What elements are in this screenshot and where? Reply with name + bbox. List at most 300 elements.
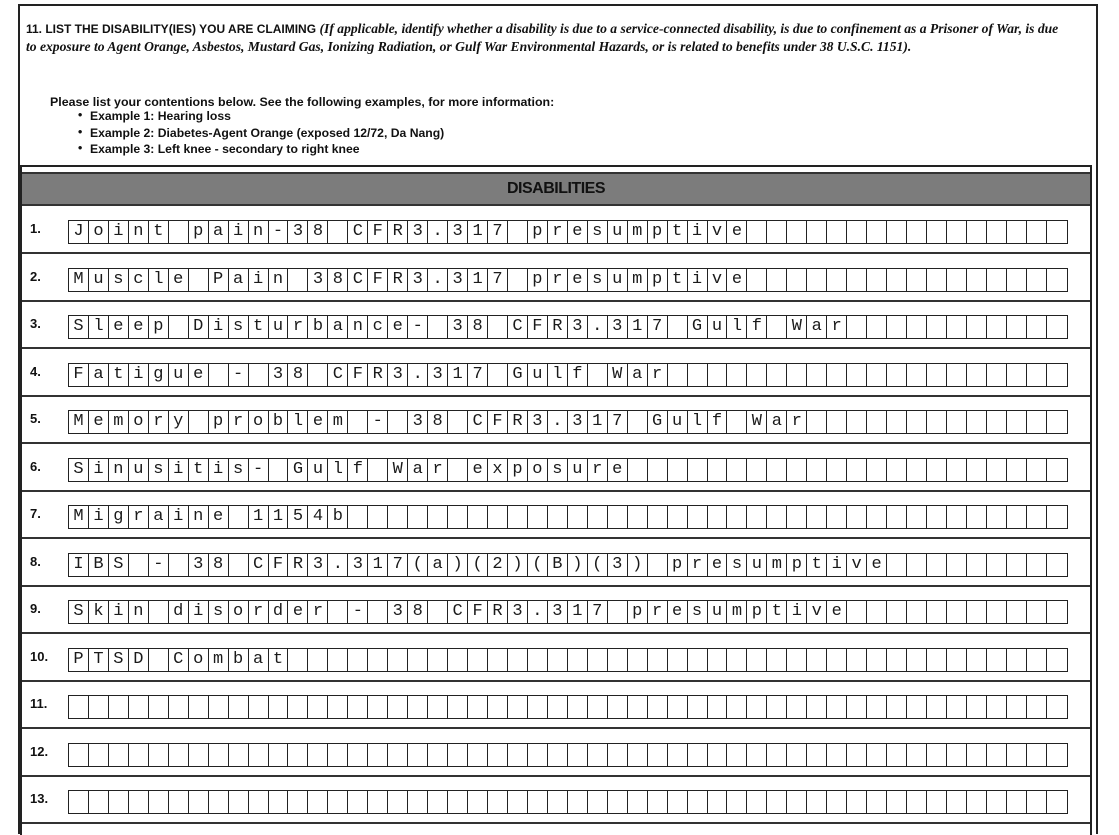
char-box[interactable] bbox=[448, 506, 468, 528]
disability-entry-field[interactable] bbox=[68, 315, 1068, 339]
char-box[interactable]: . bbox=[328, 554, 348, 576]
char-box[interactable]: F bbox=[488, 411, 508, 433]
char-box[interactable]: p bbox=[528, 221, 548, 243]
char-box[interactable] bbox=[229, 791, 249, 813]
char-box[interactable] bbox=[408, 649, 428, 671]
char-box[interactable] bbox=[907, 221, 927, 243]
char-box[interactable]: e bbox=[129, 316, 149, 338]
char-box[interactable] bbox=[847, 791, 867, 813]
char-box[interactable] bbox=[668, 506, 688, 528]
char-box[interactable] bbox=[109, 791, 129, 813]
char-box[interactable] bbox=[348, 506, 368, 528]
char-box[interactable] bbox=[488, 696, 508, 718]
char-box[interactable]: F bbox=[69, 364, 89, 386]
char-box[interactable]: P bbox=[209, 269, 229, 291]
char-box[interactable] bbox=[987, 221, 1007, 243]
char-box[interactable]: 1 bbox=[368, 554, 388, 576]
char-box[interactable] bbox=[388, 744, 408, 766]
char-box[interactable] bbox=[1047, 506, 1067, 528]
char-box[interactable] bbox=[528, 744, 548, 766]
char-box[interactable]: i bbox=[827, 554, 847, 576]
char-box[interactable] bbox=[568, 791, 588, 813]
disability-entry-field[interactable] bbox=[68, 363, 1068, 387]
char-box[interactable]: a bbox=[149, 506, 169, 528]
char-box[interactable] bbox=[408, 791, 428, 813]
char-box[interactable]: W bbox=[388, 459, 408, 481]
char-box[interactable]: 7 bbox=[468, 364, 488, 386]
char-box[interactable] bbox=[747, 269, 767, 291]
char-box[interactable]: t bbox=[149, 221, 169, 243]
char-box[interactable] bbox=[468, 649, 488, 671]
char-box[interactable] bbox=[967, 506, 987, 528]
char-box[interactable] bbox=[448, 791, 468, 813]
char-box[interactable] bbox=[608, 601, 628, 623]
char-box[interactable]: W bbox=[747, 411, 767, 433]
char-box[interactable] bbox=[169, 221, 189, 243]
char-box[interactable]: F bbox=[528, 316, 548, 338]
char-box[interactable] bbox=[1047, 364, 1067, 386]
char-box[interactable]: r bbox=[548, 221, 568, 243]
char-box[interactable] bbox=[1007, 411, 1027, 433]
char-box[interactable] bbox=[169, 696, 189, 718]
char-box[interactable]: i bbox=[129, 364, 149, 386]
char-box[interactable]: 3 bbox=[189, 554, 209, 576]
char-box[interactable] bbox=[887, 649, 907, 671]
char-box[interactable]: l bbox=[288, 411, 308, 433]
char-box[interactable] bbox=[987, 316, 1007, 338]
char-box[interactable]: W bbox=[787, 316, 807, 338]
char-box[interactable]: e bbox=[109, 316, 129, 338]
char-box[interactable] bbox=[907, 506, 927, 528]
char-box[interactable]: C bbox=[448, 601, 468, 623]
char-box[interactable] bbox=[109, 744, 129, 766]
char-box[interactable]: - bbox=[368, 411, 388, 433]
char-box[interactable]: F bbox=[348, 364, 368, 386]
char-box[interactable] bbox=[608, 649, 628, 671]
char-box[interactable] bbox=[428, 506, 448, 528]
char-box[interactable] bbox=[927, 506, 947, 528]
char-box[interactable] bbox=[887, 459, 907, 481]
char-box[interactable] bbox=[927, 696, 947, 718]
char-box[interactable]: i bbox=[229, 221, 249, 243]
char-box[interactable]: R bbox=[548, 316, 568, 338]
char-box[interactable]: f bbox=[568, 364, 588, 386]
char-box[interactable] bbox=[767, 316, 787, 338]
char-box[interactable]: 7 bbox=[648, 316, 668, 338]
char-box[interactable] bbox=[887, 696, 907, 718]
char-box[interactable] bbox=[169, 744, 189, 766]
char-box[interactable]: v bbox=[708, 221, 728, 243]
char-box[interactable] bbox=[907, 791, 927, 813]
char-box[interactable]: u bbox=[747, 554, 767, 576]
char-box[interactable]: e bbox=[308, 411, 328, 433]
char-box[interactable] bbox=[528, 506, 548, 528]
char-box[interactable] bbox=[648, 791, 668, 813]
char-box[interactable] bbox=[468, 744, 488, 766]
char-box[interactable]: t bbox=[668, 269, 688, 291]
char-box[interactable] bbox=[448, 411, 468, 433]
char-box[interactable]: i bbox=[209, 316, 229, 338]
char-box[interactable] bbox=[189, 791, 209, 813]
char-box[interactable]: u bbox=[308, 459, 328, 481]
char-box[interactable]: r bbox=[648, 364, 668, 386]
char-box[interactable] bbox=[867, 506, 887, 528]
char-box[interactable] bbox=[747, 649, 767, 671]
char-box[interactable] bbox=[927, 554, 947, 576]
char-box[interactable] bbox=[1027, 649, 1047, 671]
char-box[interactable]: s bbox=[548, 459, 568, 481]
char-box[interactable] bbox=[927, 791, 947, 813]
char-box[interactable]: m bbox=[109, 411, 129, 433]
char-box[interactable]: p bbox=[648, 269, 668, 291]
char-box[interactable]: 8 bbox=[428, 411, 448, 433]
char-box[interactable]: m bbox=[628, 269, 648, 291]
char-box[interactable] bbox=[787, 649, 807, 671]
char-box[interactable] bbox=[967, 411, 987, 433]
char-box[interactable]: r bbox=[249, 601, 269, 623]
char-box[interactable] bbox=[867, 364, 887, 386]
char-box[interactable] bbox=[328, 744, 348, 766]
char-box[interactable] bbox=[847, 316, 867, 338]
char-box[interactable]: d bbox=[269, 601, 289, 623]
char-box[interactable]: 8 bbox=[288, 364, 308, 386]
char-box[interactable] bbox=[388, 506, 408, 528]
char-box[interactable] bbox=[987, 411, 1007, 433]
char-box[interactable]: 3 bbox=[548, 601, 568, 623]
char-box[interactable]: 3 bbox=[348, 554, 368, 576]
char-box[interactable] bbox=[1047, 221, 1067, 243]
char-box[interactable] bbox=[428, 316, 448, 338]
char-box[interactable] bbox=[169, 554, 189, 576]
char-box[interactable]: C bbox=[468, 411, 488, 433]
char-box[interactable] bbox=[867, 744, 887, 766]
char-box[interactable] bbox=[967, 791, 987, 813]
char-box[interactable]: s bbox=[727, 554, 747, 576]
char-box[interactable] bbox=[508, 506, 528, 528]
char-box[interactable] bbox=[448, 459, 468, 481]
char-box[interactable]: o bbox=[528, 459, 548, 481]
char-box[interactable] bbox=[967, 269, 987, 291]
char-box[interactable] bbox=[807, 791, 827, 813]
char-box[interactable] bbox=[747, 221, 767, 243]
char-box[interactable]: b bbox=[269, 411, 289, 433]
char-box[interactable]: u bbox=[708, 316, 728, 338]
char-box[interactable] bbox=[668, 649, 688, 671]
char-box[interactable] bbox=[1007, 696, 1027, 718]
disability-entry-field[interactable] bbox=[68, 695, 1068, 719]
char-box[interactable] bbox=[608, 791, 628, 813]
char-box[interactable] bbox=[648, 696, 668, 718]
char-box[interactable]: b bbox=[308, 316, 328, 338]
char-box[interactable]: s bbox=[588, 269, 608, 291]
char-box[interactable]: S bbox=[109, 649, 129, 671]
char-box[interactable] bbox=[588, 364, 608, 386]
char-box[interactable] bbox=[747, 744, 767, 766]
char-box[interactable] bbox=[947, 269, 967, 291]
char-box[interactable]: i bbox=[109, 221, 129, 243]
char-box[interactable] bbox=[947, 649, 967, 671]
char-box[interactable]: n bbox=[269, 269, 289, 291]
char-box[interactable]: i bbox=[688, 269, 708, 291]
char-box[interactable] bbox=[328, 221, 348, 243]
char-box[interactable] bbox=[308, 696, 328, 718]
char-box[interactable] bbox=[787, 459, 807, 481]
char-box[interactable] bbox=[827, 506, 847, 528]
char-box[interactable]: u bbox=[169, 364, 189, 386]
disability-entry-field[interactable] bbox=[68, 648, 1068, 672]
char-box[interactable]: l bbox=[688, 411, 708, 433]
char-box[interactable]: R bbox=[508, 411, 528, 433]
char-box[interactable] bbox=[608, 696, 628, 718]
char-box[interactable] bbox=[847, 269, 867, 291]
char-box[interactable]: a bbox=[249, 649, 269, 671]
char-box[interactable]: i bbox=[787, 601, 807, 623]
char-box[interactable] bbox=[887, 364, 907, 386]
char-box[interactable]: m bbox=[328, 411, 348, 433]
char-box[interactable] bbox=[668, 459, 688, 481]
char-box[interactable] bbox=[428, 696, 448, 718]
char-box[interactable] bbox=[807, 506, 827, 528]
char-box[interactable] bbox=[887, 411, 907, 433]
char-box[interactable]: e bbox=[827, 601, 847, 623]
char-box[interactable] bbox=[368, 696, 388, 718]
char-box[interactable] bbox=[1027, 269, 1047, 291]
char-box[interactable] bbox=[368, 601, 388, 623]
char-box[interactable] bbox=[727, 696, 747, 718]
char-box[interactable]: ( bbox=[468, 554, 488, 576]
char-box[interactable]: r bbox=[308, 601, 328, 623]
char-box[interactable] bbox=[947, 459, 967, 481]
char-box[interactable] bbox=[708, 459, 728, 481]
disability-entry-field[interactable] bbox=[68, 553, 1068, 577]
char-box[interactable] bbox=[428, 601, 448, 623]
char-box[interactable] bbox=[368, 744, 388, 766]
char-box[interactable]: F bbox=[269, 554, 289, 576]
char-box[interactable] bbox=[827, 744, 847, 766]
char-box[interactable]: e bbox=[727, 221, 747, 243]
char-box[interactable]: 3 bbox=[308, 269, 328, 291]
char-box[interactable]: W bbox=[608, 364, 628, 386]
char-box[interactable] bbox=[149, 696, 169, 718]
char-box[interactable]: x bbox=[488, 459, 508, 481]
char-box[interactable] bbox=[907, 364, 927, 386]
char-box[interactable] bbox=[807, 221, 827, 243]
char-box[interactable]: n bbox=[348, 316, 368, 338]
char-box[interactable] bbox=[767, 364, 787, 386]
char-box[interactable] bbox=[229, 744, 249, 766]
char-box[interactable] bbox=[648, 554, 668, 576]
char-box[interactable]: R bbox=[388, 269, 408, 291]
char-box[interactable]: 3 bbox=[528, 411, 548, 433]
char-box[interactable] bbox=[708, 649, 728, 671]
char-box[interactable] bbox=[628, 411, 648, 433]
char-box[interactable]: t bbox=[249, 316, 269, 338]
char-box[interactable] bbox=[927, 221, 947, 243]
char-box[interactable] bbox=[89, 696, 109, 718]
disability-entry-field[interactable] bbox=[68, 505, 1068, 529]
char-box[interactable] bbox=[508, 791, 528, 813]
char-box[interactable]: s bbox=[149, 459, 169, 481]
char-box[interactable]: e bbox=[468, 459, 488, 481]
char-box[interactable] bbox=[388, 411, 408, 433]
char-box[interactable]: r bbox=[787, 411, 807, 433]
char-box[interactable]: ( bbox=[408, 554, 428, 576]
char-box[interactable] bbox=[508, 744, 528, 766]
char-box[interactable]: 3 bbox=[408, 221, 428, 243]
char-box[interactable] bbox=[249, 791, 269, 813]
char-box[interactable] bbox=[69, 696, 89, 718]
char-box[interactable] bbox=[947, 221, 967, 243]
char-box[interactable]: v bbox=[847, 554, 867, 576]
char-box[interactable] bbox=[708, 791, 728, 813]
char-box[interactable]: r bbox=[129, 506, 149, 528]
char-box[interactable] bbox=[169, 316, 189, 338]
char-box[interactable]: 3 bbox=[388, 601, 408, 623]
char-box[interactable] bbox=[867, 411, 887, 433]
char-box[interactable]: r bbox=[229, 411, 249, 433]
char-box[interactable]: p bbox=[149, 316, 169, 338]
char-box[interactable] bbox=[987, 601, 1007, 623]
char-box[interactable]: e bbox=[867, 554, 887, 576]
char-box[interactable] bbox=[229, 506, 249, 528]
char-box[interactable]: 7 bbox=[588, 601, 608, 623]
char-box[interactable]: C bbox=[169, 649, 189, 671]
char-box[interactable] bbox=[488, 791, 508, 813]
char-box[interactable] bbox=[568, 744, 588, 766]
char-box[interactable]: 7 bbox=[608, 411, 628, 433]
char-box[interactable]: p bbox=[648, 221, 668, 243]
char-box[interactable] bbox=[867, 459, 887, 481]
char-box[interactable] bbox=[149, 601, 169, 623]
char-box[interactable]: u bbox=[608, 269, 628, 291]
char-box[interactable]: 8 bbox=[408, 601, 428, 623]
char-box[interactable] bbox=[847, 364, 867, 386]
char-box[interactable]: D bbox=[189, 316, 209, 338]
char-box[interactable]: t bbox=[807, 554, 827, 576]
char-box[interactable] bbox=[787, 221, 807, 243]
disability-entry-field[interactable] bbox=[68, 220, 1068, 244]
char-box[interactable] bbox=[628, 744, 648, 766]
char-box[interactable]: a bbox=[408, 459, 428, 481]
char-box[interactable] bbox=[787, 744, 807, 766]
char-box[interactable] bbox=[907, 411, 927, 433]
char-box[interactable] bbox=[368, 459, 388, 481]
char-box[interactable]: F bbox=[368, 269, 388, 291]
char-box[interactable] bbox=[727, 506, 747, 528]
char-box[interactable]: e bbox=[568, 269, 588, 291]
char-box[interactable] bbox=[388, 791, 408, 813]
char-box[interactable] bbox=[708, 744, 728, 766]
char-box[interactable] bbox=[428, 744, 448, 766]
char-box[interactable]: y bbox=[169, 411, 189, 433]
char-box[interactable] bbox=[807, 269, 827, 291]
char-box[interactable]: t bbox=[269, 649, 289, 671]
char-box[interactable] bbox=[907, 554, 927, 576]
char-box[interactable] bbox=[468, 506, 488, 528]
char-box[interactable]: t bbox=[189, 459, 209, 481]
char-box[interactable]: 3 bbox=[408, 269, 428, 291]
char-box[interactable] bbox=[648, 506, 668, 528]
char-box[interactable] bbox=[209, 791, 229, 813]
char-box[interactable]: m bbox=[628, 221, 648, 243]
char-box[interactable] bbox=[787, 791, 807, 813]
char-box[interactable] bbox=[867, 649, 887, 671]
char-box[interactable]: n bbox=[129, 221, 149, 243]
char-box[interactable] bbox=[588, 744, 608, 766]
char-box[interactable]: e bbox=[288, 601, 308, 623]
char-box[interactable]: e bbox=[189, 364, 209, 386]
char-box[interactable] bbox=[708, 696, 728, 718]
char-box[interactable] bbox=[727, 364, 747, 386]
char-box[interactable]: n bbox=[249, 221, 269, 243]
char-box[interactable] bbox=[1027, 459, 1047, 481]
char-box[interactable] bbox=[847, 744, 867, 766]
char-box[interactable] bbox=[688, 506, 708, 528]
char-box[interactable] bbox=[688, 791, 708, 813]
char-box[interactable] bbox=[548, 506, 568, 528]
char-box[interactable] bbox=[747, 791, 767, 813]
char-box[interactable] bbox=[1007, 364, 1027, 386]
char-box[interactable] bbox=[1007, 601, 1027, 623]
char-box[interactable]: 1 bbox=[468, 269, 488, 291]
char-box[interactable]: D bbox=[129, 649, 149, 671]
char-box[interactable]: G bbox=[648, 411, 668, 433]
char-box[interactable]: u bbox=[528, 364, 548, 386]
char-box[interactable] bbox=[668, 744, 688, 766]
char-box[interactable]: 2 bbox=[488, 554, 508, 576]
char-box[interactable]: o bbox=[129, 411, 149, 433]
char-box[interactable] bbox=[767, 696, 787, 718]
char-box[interactable]: - bbox=[269, 221, 289, 243]
char-box[interactable] bbox=[428, 649, 448, 671]
char-box[interactable]: 3 bbox=[508, 601, 528, 623]
char-box[interactable]: G bbox=[688, 316, 708, 338]
char-box[interactable] bbox=[867, 791, 887, 813]
char-box[interactable] bbox=[628, 791, 648, 813]
char-box[interactable]: T bbox=[89, 649, 109, 671]
char-box[interactable] bbox=[488, 649, 508, 671]
char-box[interactable] bbox=[927, 316, 947, 338]
char-box[interactable] bbox=[767, 221, 787, 243]
char-box[interactable] bbox=[867, 269, 887, 291]
char-box[interactable] bbox=[508, 696, 528, 718]
char-box[interactable]: a bbox=[89, 364, 109, 386]
char-box[interactable] bbox=[867, 601, 887, 623]
char-box[interactable] bbox=[328, 601, 348, 623]
char-box[interactable]: ) bbox=[628, 554, 648, 576]
char-box[interactable] bbox=[907, 696, 927, 718]
char-box[interactable]: 3 bbox=[308, 554, 328, 576]
char-box[interactable]: 1 bbox=[249, 506, 269, 528]
char-box[interactable] bbox=[807, 696, 827, 718]
char-box[interactable]: e bbox=[169, 269, 189, 291]
char-box[interactable] bbox=[608, 506, 628, 528]
char-box[interactable] bbox=[887, 221, 907, 243]
char-box[interactable] bbox=[907, 601, 927, 623]
char-box[interactable]: i bbox=[189, 601, 209, 623]
char-box[interactable] bbox=[488, 316, 508, 338]
char-box[interactable]: M bbox=[69, 506, 89, 528]
char-box[interactable]: a bbox=[767, 411, 787, 433]
char-box[interactable] bbox=[348, 791, 368, 813]
char-box[interactable]: M bbox=[69, 411, 89, 433]
char-box[interactable] bbox=[887, 791, 907, 813]
char-box[interactable] bbox=[1007, 791, 1027, 813]
char-box[interactable] bbox=[947, 411, 967, 433]
char-box[interactable] bbox=[1027, 364, 1047, 386]
char-box[interactable]: p bbox=[747, 601, 767, 623]
char-box[interactable] bbox=[807, 649, 827, 671]
